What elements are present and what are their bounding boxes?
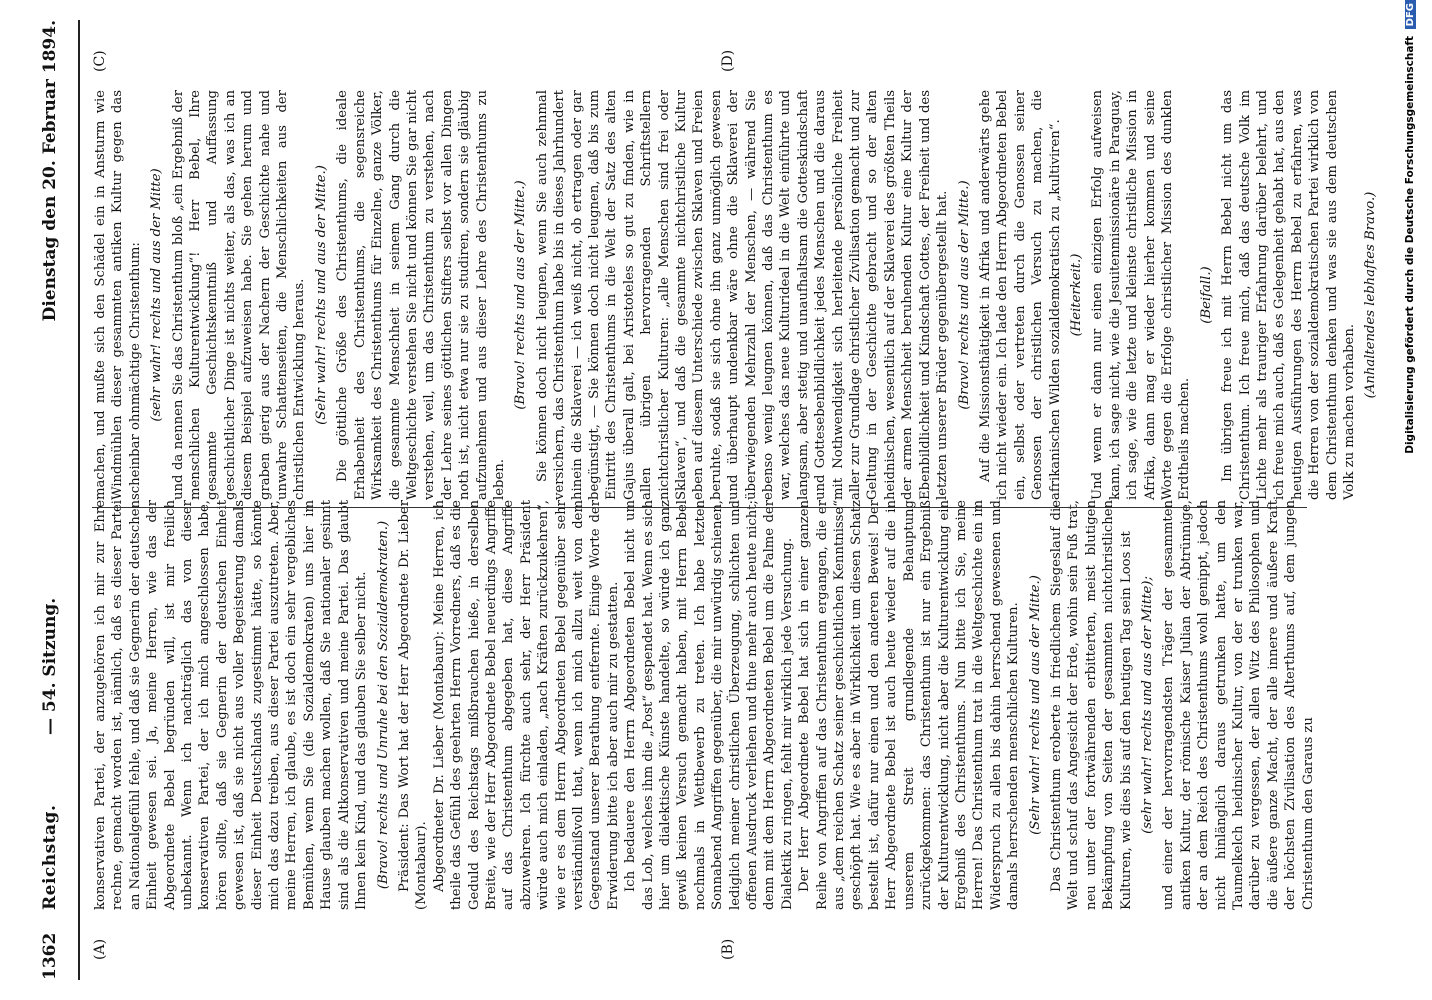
speech-paragraph: Sie können doch nicht leugnen, wenn Sie auch zehnmal versichern, das Christenthum habe bis in dieses Jahrhundert hinein die Sklaverei — ich weiß nicht, ob ertragen oder gar begünstigt, — Sie können doch nicht leugnen, daß bis zum Eintritt des Christenthums in die Welt der Satz des alten Gajus überall galt, bei Aristoteles so gut zu finden, wie in allen übrigen hervorragenden Schriftstellern nichtchristlicher Kulturen: „alle Menschen sind frei oder Sklaven“, und daß die gesammte nichtchristliche Kultur eben auf diesem Unterschiede zwischen Sklaven und Freien beruhte, sodaß sie sich ohne ihn ganz unmöglich gewesen und überhaupt undenkbar wäre ohne die Sklaverei der überwiegenden Mehrzahl der Menschen, — während Sie ebenso wenig leugnen können, daß das Christenthum es war, welches das neue Kulturideal in die Welt einführte und langsam, aber stetig und unaufhaltsam die Gotteskindschaft und Gottesebenbildlichkeit jedes Menschen und die daraus mit Nothwendigkeit sich herleitende persönliche Freiheit aller zur Grundlage christlicher Zivilisation gemacht und zur Geltung in der Geschichte gebracht und so der alten heidnischen, wesentlich auf der Sklaverei des größten Theils der armen Menschheit beruhenden Kultur eine Kultur der Ebenbildlichkeit und Kindschaft Gottes, der Freiheit und des letzten unserer Brüder gegenübergestellt hat. bbox=[534, 90, 951, 500]
speech-paragraph: machen, und mußte sich den Schädel ein in Ansturm wie Windmühlen dieser gesammten antiken Kultur gegen das scheinbar ohnmächtige Christenthum: bbox=[93, 90, 143, 500]
page-number: 1362 bbox=[40, 932, 60, 980]
stage-direction: (sehr wahr! rechts und aus der Mitte) bbox=[149, 168, 165, 422]
stage-direction: (Bravo! rechts und aus der Mitte.) bbox=[513, 180, 529, 410]
column-divider bbox=[92, 507, 1307, 508]
speech-paragraph: und da nennen Sie das Christenthum bloß „ein Ergebniß der menschlichen Kulturentwicklung“! Herr Bebel, Ihre gesammte Geschichtskenntniß und Auffassung geschichtlicher Dinge ist nichts weiter, als das, was ich an diesem Beispiel aufzuweisen habe. Sie gehen herum und graben gierig aus der Nachern der Geschichte nahe und unwahre Schattenseiten, die Menschlichkeiten aus der christlichen Entwicklung heraus. bbox=[170, 90, 308, 500]
speech-paragraph: Und wenn er dann nur einen einzigen Erfolg aufweisen kann, ich sage nicht, wie die Jesuitenmissionäre in Paraguay, ich sage, wie die letzte und kleinste christliche Mission in Afrika, dann mag er wieder hierher kommen und seine Worte gegen die Erfolge christlicher Mission des dunklen Erdtheils machen. bbox=[1090, 90, 1193, 500]
speech-paragraph: Der Herr Abgeordnete Bebel hat sich in einer ganzen Reihe von Angriffen auf das Christenthum ergangen, die er aus „dem reichen Schatz seiner geschichtlichen Kenntnisse“ geschöpft hat. Wie es aber in Wirklichkeit um diesen Schatz bestellt ist, dafür nur einen und den anderen Beweis! Der Herr Abgeordnete Bebel ist auch heute wieder auf die in unserem Streit grundlegende Behauptung zurückgekommen: das Christenthum ist nur ein Ergebniß der Kulturentwicklung, nicht aber die Kulturentwicklung ein Ergebniß des Christenthums. Nun bitte ich Sie, meine Herren! Das Christenthum trat in die Weltgeschichte ein im Widerspruch zu allen bis dahin herrschend gewesenen und damals herrschenden menschlichen Kulturen. bbox=[797, 500, 1022, 910]
speech-paragraph: Abgeordneter Dr. Lieber (Montabaur): Meine Herren, ich theile das Gefühl des geehrten Herrn Vorredners, daß es die Geduld des Reichstags mißbrauchen hieße, in derselben Breite, wie der Herr Abgeordnete Bebel neuerdings Angriffe auf das Christenthum abgegeben hat, diese Angriffe abzuwehren. Ich fürchte auch sehr, der Herr Präsident würde auch mich einladen, „nach Kräften zurückzukehren“, wie er es dem Herrn Abgeordneten Bebel gegenüber sehr verständnißvoll that, wenn ich mich allzu weit von dem Gegenstand unserer Berathung entfernte. Einige Worte der Erwiderung bitte ich aber auch mir zu gestatten. bbox=[431, 500, 621, 910]
margin-marker-a: (A) bbox=[92, 938, 108, 960]
right-text-column bbox=[92, 90, 1384, 500]
stage-direction: (Beifall.) bbox=[1198, 266, 1214, 324]
speech-paragraph: und einer der hervorragendsten Träger der gesammten antiken Kultur, der römische Kaiser Julian der Abtrünnige, der an dem Reich des Christenthums wohl genippt, jedoch nicht hinlänglich daraus getrunken hatte, um den Taumelkelch heidnischer Kultur, von der er trunken war, darüber zu vergessen, der allen Witz des Philosophen und die äußere ganze Macht, der alle innere und äußere Kraft der höchsten Zivilisation des Alterthums auf, dem jungen Christenthum den Garaus zu bbox=[1161, 500, 1316, 910]
speech-paragraph: Ich bedauere den Herrn Abgeordneten Bebel nicht um das Lob, welches ihm die „Post“ gespendet hat. Wenn es sich hier um dialektische Künste handelte, so würde ich ganz gewiß keinen Versuch gemacht haben, mit Herrn Bebel nochmals in Wettbewerb zu treten. Ich habe letzten Sonnabend Angriffen gegenüber, die mir unwürdig schienen, lediglich meiner christlichen Überzeugung, schlichten und offenen Ausdruck verliehen und thue mehr auch heute nicht; denn mit dem Herrn Abgeordneten Bebel um die Palme der Dialektik zu ringen, fehlt mir wirklich jede Versuchung. bbox=[623, 500, 795, 910]
digitization-credit bbox=[1404, 0, 1428, 1000]
margin-marker-c: (C) bbox=[92, 50, 108, 72]
stage-direction: (Bravo! rechts und aus der Mitte.) bbox=[956, 180, 972, 410]
margin-marker-b: (B) bbox=[720, 938, 736, 960]
stage-direction: (Heiterkeit.) bbox=[1068, 253, 1084, 337]
session-label: — 54. Sitzung. bbox=[40, 597, 60, 735]
credit-text: Digitalisierung gefördert durch die Deutsche Forschungsgemeinschaft bbox=[1404, 36, 1416, 454]
left-text-column bbox=[92, 500, 1317, 910]
speech-paragraph: konservativen Partei, der anzugehören ich mir zur Ehre rechne, gemacht worden ist, nämlich, daß es dieser Partei an Nationalgefühl fehle, und daß sie Gegnerin der deutschen Einheit gewesen sei. Ja, meine Herren, wie das der Abgeordnete Bebel begründen will, ist mir freilich unbekannt. Wenn ich nachträglich das von dieser konservativen Partei, der ich mich angeschlossen habe, hören sollte, daß sie Gegnerin der deutschen Einheit gewesen ist, daß sie nicht aus voller Begeisterung damals dieser Einheit Deutschlands zugestimmt hätte, so könnte mich das dazu treiben, aus dieser Partei auszutreten. Aber, meine Herren, ich glaube, es ist doch ein sehr vergebliches Bemühen, wenn Sie (die Sozialdemokraten) uns hier im Hause glauben machen wollen, daß Sie nationaler gesinnt sind als die Altkonservativen und meine Partei. Das glaubt Ihnen kein Kind, und das glauben Sie selber nicht. bbox=[93, 499, 370, 910]
stage-direction: (Sehr wahr! rechts und aus der Mitte.) bbox=[313, 165, 329, 425]
speech-paragraph: Präsident: Das Wort hat der Herr Abgeordnete Dr. Lieber (Montabaur). bbox=[396, 500, 430, 910]
dfg-logo: DFG bbox=[1405, 0, 1416, 29]
session-date: Dienstag den 20. Februar 1894. bbox=[40, 20, 60, 322]
publication-title: Reichstag. bbox=[40, 804, 60, 910]
header-rule bbox=[78, 20, 80, 980]
stage-direction: (Anhaltendes lebhaftes Bravo.) bbox=[1363, 191, 1379, 399]
stage-direction: (Sehr wahr! rechts und aus der Mitte.) bbox=[1027, 575, 1043, 835]
page-header bbox=[36, 20, 76, 980]
margin-marker-d: (D) bbox=[720, 49, 736, 72]
speech-paragraph: Auf die Missionsthätigkeit in Afrika und anderwärts gehe ich nicht wieder ein. Ich lade den Herrn Abgeordneten Bebel ein, selbst oder vertreten durch die Genossen seiner Genossen der christlichen Versuch zu machen, die afrikanischen Wilden sozialdemokratisch zu „kultiviren“. bbox=[977, 90, 1063, 500]
speech-paragraph: Das Christenthum eroberte in friedlichem Siegeslauf die Welt und schuf das Angesicht der Erde, wohin sein Fuß trat, neu unter der fortwährenden erbitterten, meist blutigen Bekämpfung von Seiten der gesammten nichtchristlichen Kulturen, wie dies bis auf den heutigen Tag sein Loos ist bbox=[1048, 500, 1134, 910]
stage-direction: (Bravo! rechts und Unruhe bei den Sozialdemokraten.) bbox=[375, 520, 391, 890]
stage-direction: (sehr wahr! rechts und aus der Mitte); bbox=[1139, 576, 1155, 834]
speech-paragraph: Im übrigen freue ich mit Herrn Bebel nicht um das Christenthum. Ich freue mich, daß das deutsche Volk im Lichte mehr als trauriger Erfahrung darüber belehrt, und ich freue mich auch, daß es Gelegenheit gehabt hat, aus den heutigen Ausführungen des Herrn Bebel zu erfahren, was die Herren von der sozialdemokratischen Partei wirklich von dem Christenthum denken und was sie aus dem deutschen Volk zu machen vorhaben. bbox=[1220, 90, 1358, 500]
speech-paragraph: Die göttliche Größe des Christenthums, die ideale Erhabenheit des Christenthums, die segensreiche Wirksamkeit des Christenthums für Einzelne, ganze Völker, die gesammte Menschheit in seinem Gang durch die Weltgeschichte verstehen Sie nicht und können Sie gar nicht verstehen, weil, um das Christenthum zu verstehen, nach der Lehre seines göttlichen Stifters selbst vor allen Dingen noth ist, nicht etwa nur sie zu studiren, sondern sie gläubig aufzunehmen und aus dieser Lehre des Christenthums zu leben. bbox=[335, 90, 507, 500]
